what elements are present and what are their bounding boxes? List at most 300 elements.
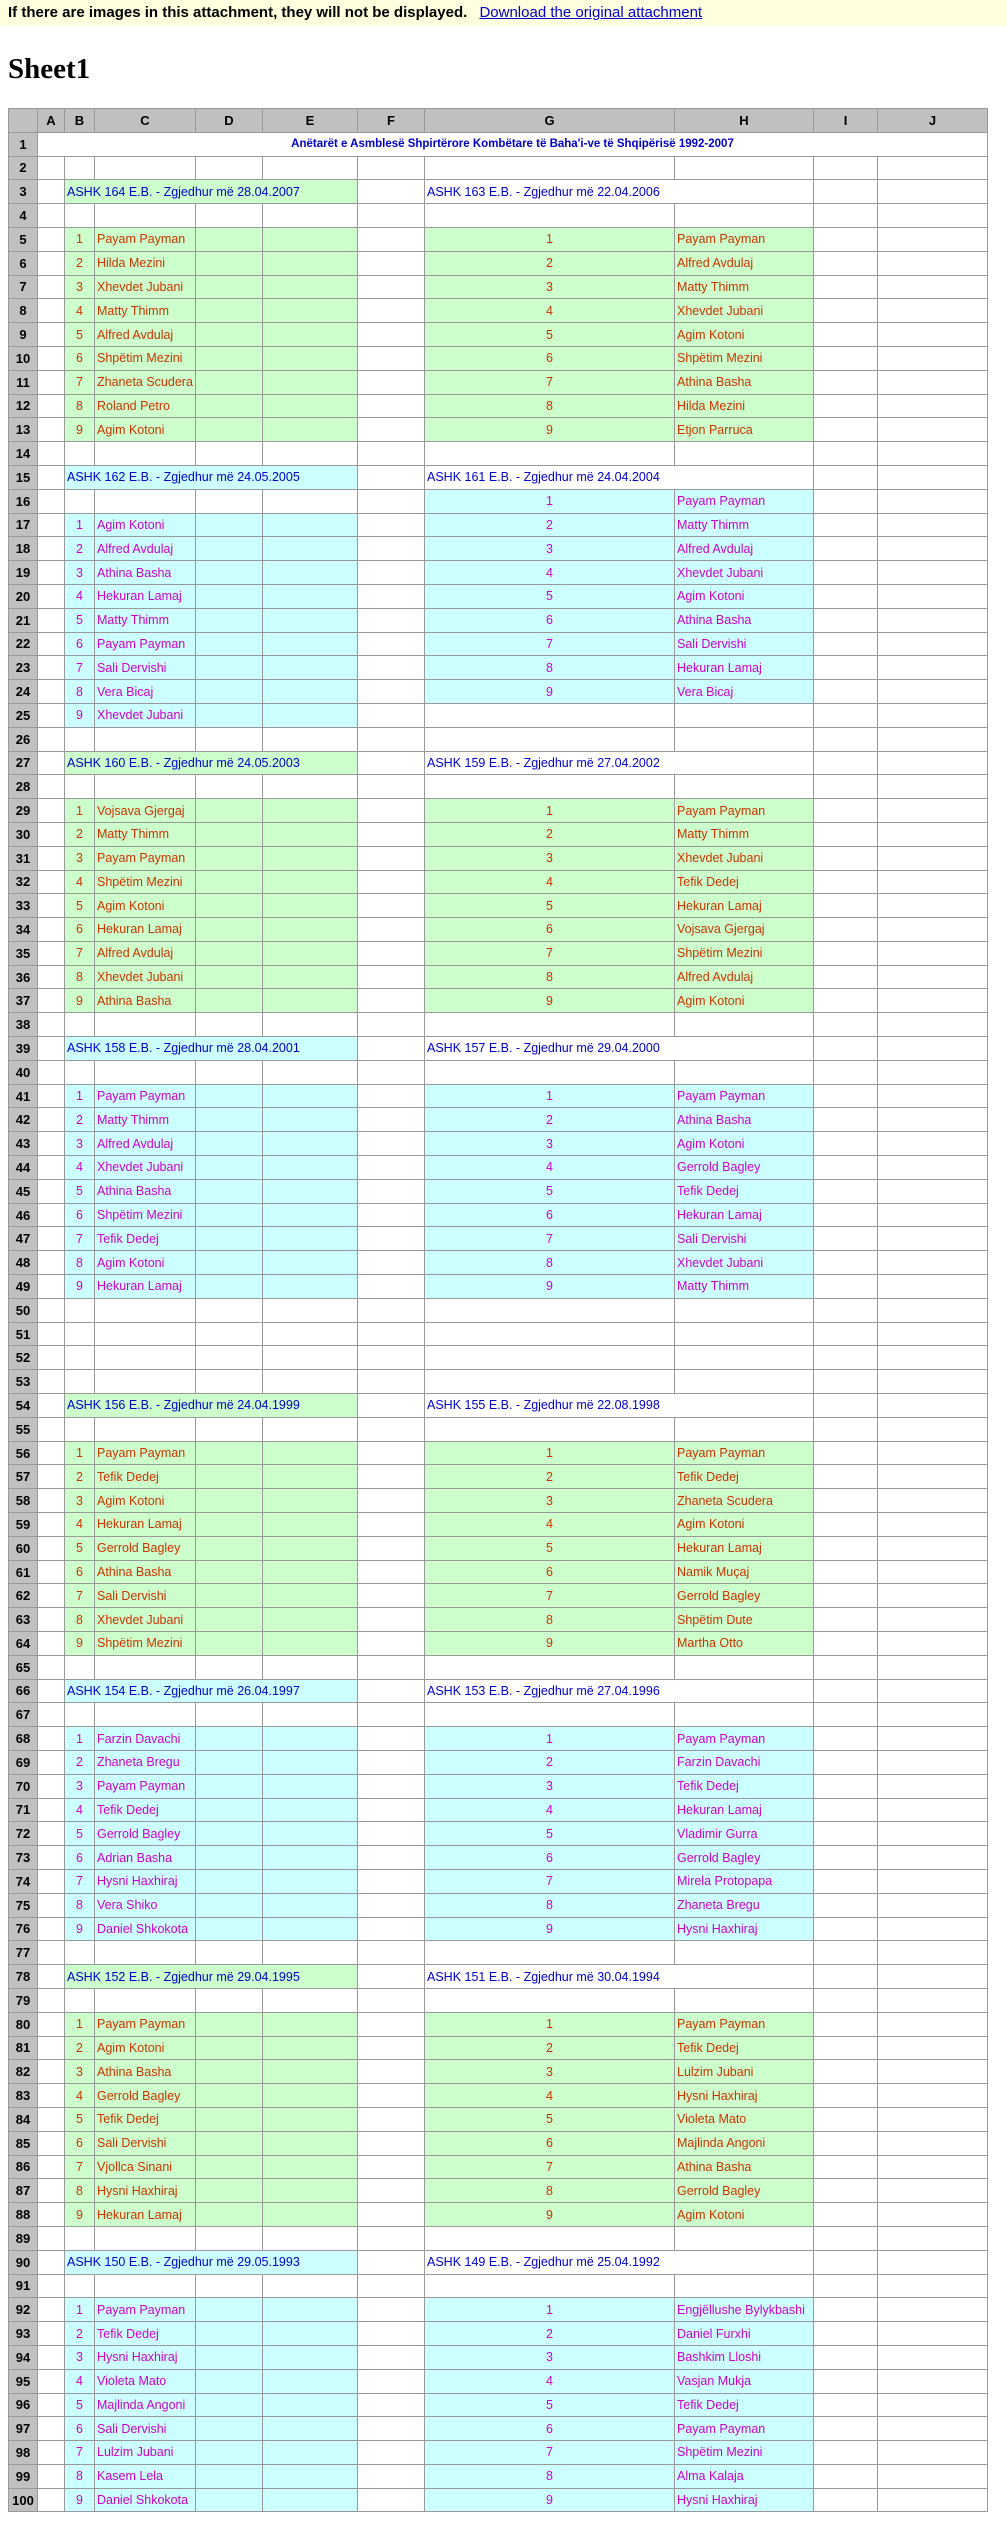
cell[interactable]: [196, 2155, 263, 2179]
row-header[interactable]: 54: [9, 1394, 38, 1418]
member-name[interactable]: Xhevdet Jubani: [95, 1156, 196, 1180]
cell[interactable]: [38, 608, 65, 632]
cell[interactable]: [675, 1417, 814, 1441]
cell[interactable]: [358, 418, 425, 442]
cell[interactable]: [196, 2417, 263, 2441]
cell[interactable]: [38, 1013, 65, 1037]
cell[interactable]: [38, 1536, 65, 1560]
cell[interactable]: [358, 822, 425, 846]
cell[interactable]: [878, 632, 988, 656]
member-number[interactable]: 7: [65, 941, 95, 965]
member-number[interactable]: 2: [425, 513, 675, 537]
cell[interactable]: [358, 180, 425, 204]
cell[interactable]: [878, 1774, 988, 1798]
cell[interactable]: [814, 1655, 878, 1679]
member-name[interactable]: Hekuran Lamaj: [95, 2203, 196, 2227]
cell[interactable]: [38, 727, 65, 751]
cell[interactable]: [196, 1013, 263, 1037]
cell[interactable]: [196, 227, 263, 251]
member-number[interactable]: 6: [425, 1203, 675, 1227]
cell[interactable]: [675, 727, 814, 751]
cell[interactable]: [814, 1251, 878, 1275]
row-header[interactable]: 5: [9, 227, 38, 251]
member-number[interactable]: 1: [65, 1084, 95, 1108]
member-name[interactable]: Alma Kalaja: [675, 2464, 814, 2488]
cell[interactable]: [814, 680, 878, 704]
member-number[interactable]: 1: [425, 1084, 675, 1108]
cell[interactable]: [358, 275, 425, 299]
cell[interactable]: [263, 513, 358, 537]
cell[interactable]: [263, 1417, 358, 1441]
cell[interactable]: [263, 1655, 358, 1679]
cell[interactable]: [358, 1750, 425, 1774]
cell[interactable]: [95, 2274, 196, 2298]
cell[interactable]: [38, 1108, 65, 1132]
cell[interactable]: [358, 1465, 425, 1489]
member-name[interactable]: Daniel Shkokota: [95, 1917, 196, 1941]
cell[interactable]: [263, 251, 358, 275]
cell[interactable]: [95, 156, 196, 180]
cell[interactable]: [38, 2060, 65, 2084]
row-header[interactable]: 10: [9, 346, 38, 370]
cell[interactable]: [814, 2488, 878, 2512]
cell[interactable]: [675, 2274, 814, 2298]
cell[interactable]: [878, 2250, 988, 2274]
cell[interactable]: [878, 1084, 988, 1108]
cell[interactable]: [878, 2274, 988, 2298]
cell[interactable]: [358, 1298, 425, 1322]
cell[interactable]: [196, 1560, 263, 1584]
cell[interactable]: [38, 513, 65, 537]
member-name[interactable]: Zhaneta Scudera: [675, 1489, 814, 1513]
cell[interactable]: [878, 2441, 988, 2465]
cell[interactable]: [196, 799, 263, 823]
member-name[interactable]: Alfred Avdulaj: [675, 965, 814, 989]
member-name[interactable]: Gerrold Bagley: [675, 1846, 814, 1870]
cell[interactable]: [358, 2179, 425, 2203]
cell[interactable]: [814, 1941, 878, 1965]
cell[interactable]: [878, 751, 988, 775]
cell[interactable]: [358, 1536, 425, 1560]
member-name[interactable]: Tefik Dedej: [95, 2322, 196, 2346]
member-number[interactable]: 3: [425, 2060, 675, 2084]
cell[interactable]: [358, 1917, 425, 1941]
cell[interactable]: [358, 2298, 425, 2322]
row-header[interactable]: 31: [9, 846, 38, 870]
member-name[interactable]: Matty Thimm: [675, 275, 814, 299]
member-number[interactable]: 8: [65, 2464, 95, 2488]
cell[interactable]: [878, 275, 988, 299]
cell[interactable]: [358, 1632, 425, 1656]
member-number[interactable]: 9: [425, 1275, 675, 1299]
cell[interactable]: [814, 1370, 878, 1394]
cell[interactable]: [878, 2393, 988, 2417]
member-number[interactable]: 2: [65, 1465, 95, 1489]
cell[interactable]: [878, 180, 988, 204]
cell[interactable]: [38, 2226, 65, 2250]
member-number[interactable]: 1: [65, 2012, 95, 2036]
cell[interactable]: [814, 1013, 878, 1037]
cell[interactable]: [878, 1108, 988, 1132]
cell[interactable]: [878, 941, 988, 965]
cell[interactable]: [196, 1988, 263, 2012]
cell[interactable]: [814, 323, 878, 347]
cell[interactable]: [358, 703, 425, 727]
member-number[interactable]: 9: [65, 989, 95, 1013]
member-number[interactable]: 9: [65, 1917, 95, 1941]
cell[interactable]: [263, 1370, 358, 1394]
member-name[interactable]: Athina Basha: [675, 370, 814, 394]
cell[interactable]: [263, 1251, 358, 1275]
member-number[interactable]: 4: [65, 584, 95, 608]
member-number[interactable]: 6: [65, 1846, 95, 1870]
row-header[interactable]: 1: [9, 132, 38, 156]
right-council-header[interactable]: ASHK 159 E.B. - Zgjedhur më 27.04.2002: [425, 751, 814, 775]
cell[interactable]: [878, 1584, 988, 1608]
cell[interactable]: [358, 656, 425, 680]
cell[interactable]: [358, 918, 425, 942]
cell[interactable]: [814, 894, 878, 918]
row-header[interactable]: 35: [9, 941, 38, 965]
member-number[interactable]: 2: [425, 822, 675, 846]
cell[interactable]: [263, 561, 358, 585]
cell[interactable]: [38, 1584, 65, 1608]
column-header[interactable]: E: [263, 109, 358, 133]
cell[interactable]: [196, 1060, 263, 1084]
cell[interactable]: [263, 489, 358, 513]
row-header[interactable]: 45: [9, 1179, 38, 1203]
member-name[interactable]: Alfred Avdulaj: [95, 537, 196, 561]
cell[interactable]: [878, 1298, 988, 1322]
member-name[interactable]: Agim Kotoni: [675, 1513, 814, 1537]
cell[interactable]: [38, 1727, 65, 1751]
cell[interactable]: [196, 727, 263, 751]
row-header[interactable]: 82: [9, 2060, 38, 2084]
member-number[interactable]: 8: [65, 1251, 95, 1275]
row-header[interactable]: 12: [9, 394, 38, 418]
cell[interactable]: [878, 989, 988, 1013]
row-header[interactable]: 56: [9, 1441, 38, 1465]
member-name[interactable]: Matty Thimm: [95, 608, 196, 632]
cell[interactable]: [814, 537, 878, 561]
cell[interactable]: [814, 2250, 878, 2274]
member-name[interactable]: Agim Kotoni: [95, 894, 196, 918]
row-header[interactable]: 64: [9, 1632, 38, 1656]
cell[interactable]: [878, 1846, 988, 1870]
cell[interactable]: [358, 727, 425, 751]
cell[interactable]: [358, 156, 425, 180]
cell[interactable]: [358, 1179, 425, 1203]
cell[interactable]: [196, 156, 263, 180]
cell[interactable]: [65, 204, 95, 228]
cell[interactable]: [814, 1084, 878, 1108]
member-number[interactable]: 2: [65, 2322, 95, 2346]
cell[interactable]: [38, 1394, 65, 1418]
cell[interactable]: [878, 513, 988, 537]
cell[interactable]: [38, 1298, 65, 1322]
cell[interactable]: [814, 2203, 878, 2227]
member-name[interactable]: Shpëtim Mezini: [95, 346, 196, 370]
row-header[interactable]: 95: [9, 2369, 38, 2393]
member-name[interactable]: Tefik Dedej: [675, 1774, 814, 1798]
cell[interactable]: [196, 537, 263, 561]
cell[interactable]: [65, 2274, 95, 2298]
member-name[interactable]: Agim Kotoni: [675, 323, 814, 347]
cell[interactable]: [814, 2084, 878, 2108]
cell[interactable]: [263, 227, 358, 251]
cell[interactable]: [38, 1608, 65, 1632]
cell[interactable]: [358, 775, 425, 799]
cell[interactable]: [814, 1774, 878, 1798]
cell[interactable]: [196, 2345, 263, 2369]
member-number[interactable]: 8: [425, 1251, 675, 1275]
row-header[interactable]: 27: [9, 751, 38, 775]
cell[interactable]: [196, 1322, 263, 1346]
member-number[interactable]: 2: [65, 822, 95, 846]
member-name[interactable]: Hekuran Lamaj: [95, 1513, 196, 1537]
member-name[interactable]: Lulzim Jubani: [95, 2441, 196, 2465]
cell[interactable]: [263, 2226, 358, 2250]
column-header[interactable]: B: [65, 109, 95, 133]
column-header[interactable]: J: [878, 109, 988, 133]
cell[interactable]: [878, 1275, 988, 1299]
cell[interactable]: [95, 1417, 196, 1441]
member-number[interactable]: 9: [425, 989, 675, 1013]
cell[interactable]: [263, 204, 358, 228]
cell[interactable]: [358, 941, 425, 965]
member-name[interactable]: Hysni Haxhiraj: [95, 2345, 196, 2369]
cell[interactable]: [358, 2036, 425, 2060]
cell[interactable]: [196, 1846, 263, 1870]
cell[interactable]: [263, 799, 358, 823]
member-name[interactable]: Tefik Dedej: [675, 2393, 814, 2417]
cell[interactable]: [196, 2131, 263, 2155]
cell[interactable]: [196, 989, 263, 1013]
member-name[interactable]: Agim Kotoni: [675, 1132, 814, 1156]
member-number[interactable]: 9: [65, 1275, 95, 1299]
cell[interactable]: [196, 513, 263, 537]
cell[interactable]: [814, 1893, 878, 1917]
member-name[interactable]: Shpëtim Mezini: [675, 2441, 814, 2465]
member-name[interactable]: Vera Bicaj: [675, 680, 814, 704]
cell[interactable]: [38, 2417, 65, 2441]
cell[interactable]: [38, 2322, 65, 2346]
cell[interactable]: [263, 1513, 358, 1537]
cell[interactable]: [814, 2393, 878, 2417]
member-number[interactable]: 2: [65, 251, 95, 275]
member-name[interactable]: Agim Kotoni: [95, 1489, 196, 1513]
cell[interactable]: [263, 608, 358, 632]
cell[interactable]: [263, 2369, 358, 2393]
cell[interactable]: [38, 1703, 65, 1727]
member-number[interactable]: 9: [425, 2488, 675, 2512]
member-name[interactable]: Hekuran Lamaj: [95, 1275, 196, 1299]
cell[interactable]: [358, 1822, 425, 1846]
cell[interactable]: [814, 2369, 878, 2393]
member-number[interactable]: 6: [425, 918, 675, 942]
member-number[interactable]: 4: [425, 299, 675, 323]
cell[interactable]: [814, 2417, 878, 2441]
cell[interactable]: [878, 561, 988, 585]
member-name[interactable]: Athina Basha: [95, 1179, 196, 1203]
cell[interactable]: [814, 489, 878, 513]
cell[interactable]: [814, 1632, 878, 1656]
cell[interactable]: [878, 608, 988, 632]
member-name[interactable]: Xhevdet Jubani: [675, 846, 814, 870]
member-name[interactable]: Payam Payman: [95, 1441, 196, 1465]
right-council-header[interactable]: ASHK 157 E.B. - Zgjedhur më 29.04.2000: [425, 1037, 814, 1061]
member-name[interactable]: Payam Payman: [675, 1441, 814, 1465]
cell[interactable]: [196, 1774, 263, 1798]
cell[interactable]: [196, 1513, 263, 1537]
cell[interactable]: [263, 370, 358, 394]
main-title-cell[interactable]: [38, 132, 988, 156]
cell[interactable]: [878, 703, 988, 727]
cell[interactable]: [814, 2464, 878, 2488]
cell[interactable]: [38, 2131, 65, 2155]
cell[interactable]: [358, 846, 425, 870]
cell[interactable]: [196, 1869, 263, 1893]
member-number[interactable]: 4: [425, 561, 675, 585]
cell[interactable]: [38, 1513, 65, 1537]
cell[interactable]: [878, 775, 988, 799]
member-name[interactable]: Tefik Dedej: [675, 2036, 814, 2060]
row-header[interactable]: 70: [9, 1774, 38, 1798]
cell[interactable]: [814, 2226, 878, 2250]
cell[interactable]: [196, 1489, 263, 1513]
cell[interactable]: [38, 1346, 65, 1370]
cell[interactable]: [878, 1536, 988, 1560]
cell[interactable]: [358, 1893, 425, 1917]
cell[interactable]: [675, 1941, 814, 1965]
column-header[interactable]: D: [196, 109, 263, 133]
cell[interactable]: [65, 727, 95, 751]
cell[interactable]: [196, 608, 263, 632]
cell[interactable]: [358, 870, 425, 894]
member-number[interactable]: 7: [65, 2155, 95, 2179]
cell[interactable]: [38, 1893, 65, 1917]
cell[interactable]: [263, 965, 358, 989]
cell[interactable]: [814, 1917, 878, 1941]
member-name[interactable]: Matty Thimm: [95, 1108, 196, 1132]
row-header[interactable]: 25: [9, 703, 38, 727]
cell[interactable]: [425, 442, 675, 466]
row-header[interactable]: 57: [9, 1465, 38, 1489]
member-number[interactable]: 9: [65, 1632, 95, 1656]
cell[interactable]: [878, 2203, 988, 2227]
member-number[interactable]: 2: [425, 251, 675, 275]
cell[interactable]: [814, 1156, 878, 1180]
cell[interactable]: [38, 1489, 65, 1513]
cell[interactable]: [38, 680, 65, 704]
cell[interactable]: [196, 1370, 263, 1394]
row-header[interactable]: 61: [9, 1560, 38, 1584]
member-number[interactable]: 9: [425, 1917, 675, 1941]
member-number[interactable]: 6: [65, 918, 95, 942]
cell[interactable]: [878, 680, 988, 704]
member-name[interactable]: Vojsava Gjergaj: [675, 918, 814, 942]
cell[interactable]: [263, 2036, 358, 2060]
cell[interactable]: [425, 2226, 675, 2250]
row-header[interactable]: 34: [9, 918, 38, 942]
cell[interactable]: [263, 1941, 358, 1965]
cell[interactable]: [358, 442, 425, 466]
cell[interactable]: [358, 2274, 425, 2298]
member-name[interactable]: Vladimir Gurra: [675, 1822, 814, 1846]
cell[interactable]: [878, 2036, 988, 2060]
cell[interactable]: [263, 1536, 358, 1560]
cell[interactable]: [196, 2488, 263, 2512]
cell[interactable]: [814, 275, 878, 299]
cell[interactable]: [196, 1536, 263, 1560]
cell[interactable]: [358, 1869, 425, 1893]
cell[interactable]: [814, 1108, 878, 1132]
cell[interactable]: [878, 2060, 988, 2084]
member-number[interactable]: 2: [425, 2036, 675, 2060]
cell[interactable]: [358, 513, 425, 537]
cell[interactable]: [358, 1441, 425, 1465]
row-header[interactable]: 17: [9, 513, 38, 537]
cell[interactable]: [38, 1869, 65, 1893]
cell[interactable]: [263, 2131, 358, 2155]
member-name[interactable]: Gerrold Bagley: [95, 2084, 196, 2108]
row-header[interactable]: 76: [9, 1917, 38, 1941]
cell[interactable]: [263, 2012, 358, 2036]
row-header[interactable]: 90: [9, 2250, 38, 2274]
member-name[interactable]: Sali Dervishi: [95, 2131, 196, 2155]
cell[interactable]: [878, 1822, 988, 1846]
member-name[interactable]: Gerrold Bagley: [95, 1822, 196, 1846]
cell[interactable]: [814, 370, 878, 394]
cell[interactable]: [38, 1846, 65, 1870]
cell[interactable]: [675, 1988, 814, 2012]
cell[interactable]: [878, 418, 988, 442]
member-name[interactable]: Tefik Dedej: [675, 1179, 814, 1203]
cell[interactable]: [38, 2084, 65, 2108]
member-number[interactable]: 8: [425, 2464, 675, 2488]
cell[interactable]: [196, 1917, 263, 1941]
cell[interactable]: [878, 1227, 988, 1251]
cell[interactable]: [196, 2084, 263, 2108]
row-header[interactable]: 92: [9, 2298, 38, 2322]
member-name[interactable]: Zhaneta Bregu: [675, 1893, 814, 1917]
cell[interactable]: [38, 394, 65, 418]
cell[interactable]: [196, 1179, 263, 1203]
member-number[interactable]: 5: [65, 1822, 95, 1846]
cell[interactable]: [878, 1703, 988, 1727]
cell[interactable]: [65, 1298, 95, 1322]
cell[interactable]: [878, 2488, 988, 2512]
cell[interactable]: [675, 1370, 814, 1394]
row-header[interactable]: 59: [9, 1513, 38, 1537]
member-name[interactable]: Violeta Mato: [675, 2107, 814, 2131]
member-name[interactable]: Mirela Protopapa: [675, 1869, 814, 1893]
cell[interactable]: [263, 1132, 358, 1156]
member-number[interactable]: 1: [425, 227, 675, 251]
cell[interactable]: [263, 1203, 358, 1227]
cell[interactable]: [38, 1227, 65, 1251]
cell[interactable]: [814, 1394, 878, 1418]
cell[interactable]: [263, 656, 358, 680]
member-number[interactable]: 1: [65, 513, 95, 537]
cell[interactable]: [358, 1846, 425, 1870]
cell[interactable]: [196, 2298, 263, 2322]
cell[interactable]: [263, 680, 358, 704]
member-number[interactable]: 4: [425, 870, 675, 894]
member-number[interactable]: 2: [65, 1750, 95, 1774]
cell[interactable]: [263, 323, 358, 347]
member-name[interactable]: Matty Thimm: [675, 1275, 814, 1299]
